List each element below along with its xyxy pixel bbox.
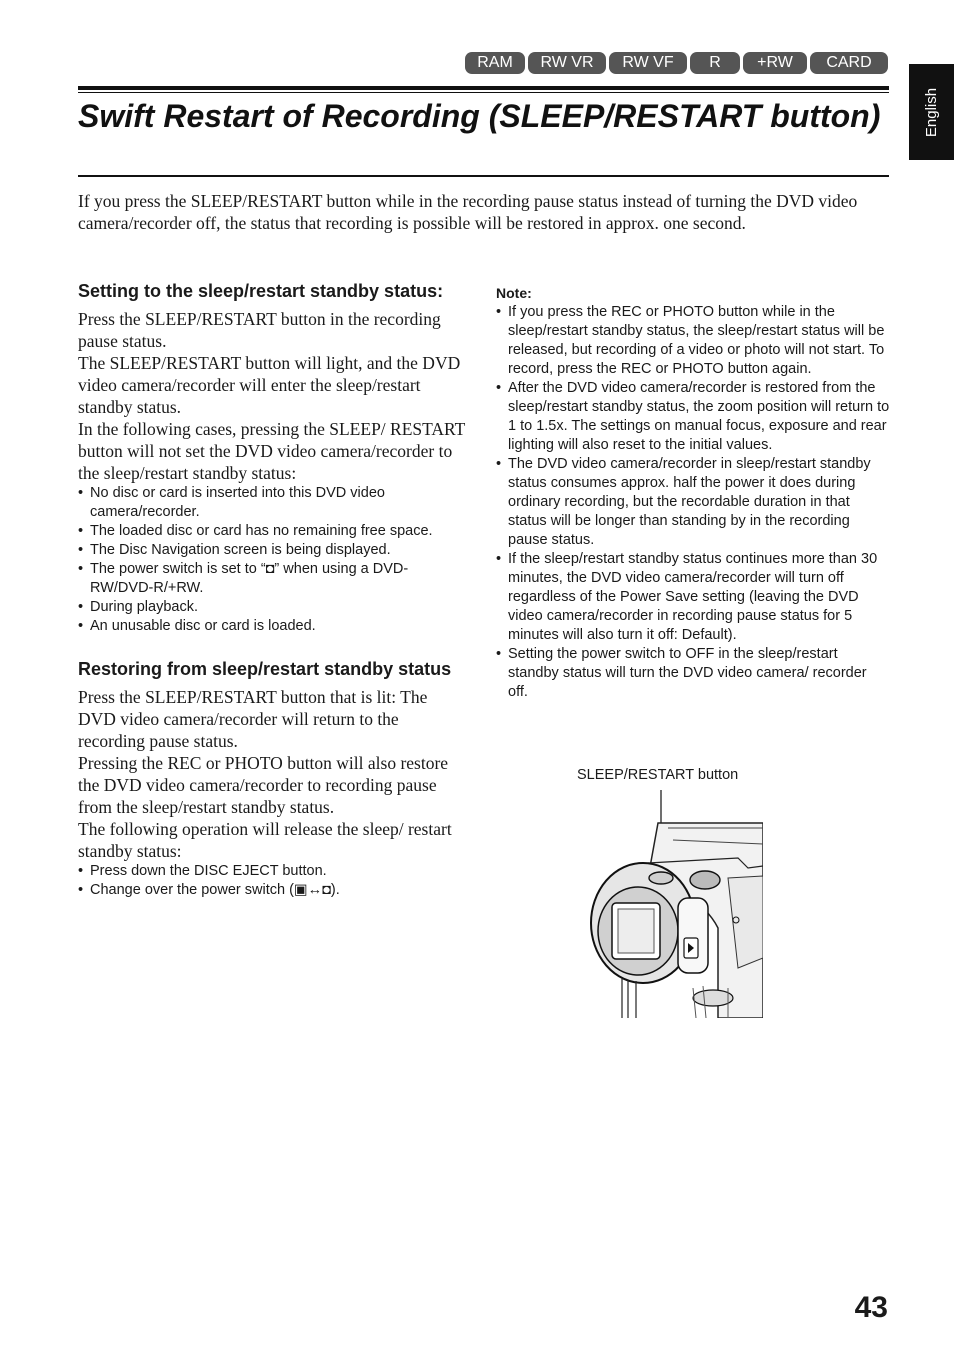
- list-item: • If the sleep/restart standby status continues more than 30 minutes, the DVD video camera/recorder will turn off regardless of the Power Save setting (leaving the DVD video camera/recorder in recording pause status for 5 minutes will also turn it off: Default).: [496, 550, 890, 645]
- left-column: [78, 280, 468, 900]
- list-item: • The Disc Navigation screen is being displayed.: [78, 541, 468, 560]
- list-item: • No disc or card is inserted into this DVD video camera/recorder.: [78, 484, 468, 522]
- list-item: • The DVD video camera/recorder in sleep/restart standby status consumes approx. half the power it does during ordinary recording, but the recordable duration in that status will be longer than standing by in the recording pause status.: [496, 455, 890, 550]
- title-rule-top-thin: [78, 92, 889, 93]
- tab-ram: RAM: [465, 52, 525, 74]
- list-item: • If you press the REC or PHOTO button while in the sleep/restart standby status, the sleep/restart status will be released, but recording of a video or photo will not start. To record, press the REC or PHOTO button again.: [496, 303, 890, 379]
- list-item: • Setting the power switch to OFF in the sleep/restart standby status will turn the DVD video camera/ recorder off.: [496, 645, 890, 702]
- tab-rw-vr: RW VR: [528, 52, 606, 74]
- list-item: • The power switch is set to “◘” when using a DVD-RW/DVD-R/+RW.: [78, 560, 468, 598]
- camcorder-illustration: [588, 788, 763, 1018]
- restoring-paragraph-1: Press the SLEEP/RESTART button that is lit: The DVD video camera/recorder will return to the recording pause status.: [78, 687, 428, 751]
- tab-card: CARD: [810, 52, 888, 74]
- figure-caption: SLEEP/RESTART button: [577, 767, 739, 783]
- setting-heading: Setting to the sleep/restart standby status:: [78, 281, 444, 301]
- restoring-bullet-list: [78, 862, 468, 900]
- page-title: Swift Restart of Recording (SLEEP/RESTART button): [78, 98, 881, 134]
- language-label: English: [923, 87, 941, 137]
- language-tab: [909, 64, 954, 160]
- list-item: • Change over the power switch (▣↔◘).: [78, 881, 468, 900]
- right-column: [496, 283, 890, 702]
- list-item: • After the DVD video camera/recorder is restored from the sleep/restart standby status, the zoom position will return to 1 to 1.5x. The settings on manual focus, exposure and rear lighting will also reset to the initial values.: [496, 379, 890, 455]
- tab-plus-rw: +RW: [743, 52, 807, 74]
- intro-paragraph: If you press the SLEEP/RESTART button while in the recording pause status instead of turning the DVD video camera/recorder off, the status that recording is possible will be restored in approx. one second.: [78, 191, 858, 233]
- sleep-restart-button-icon: [649, 872, 673, 884]
- list-item: • During playback.: [78, 598, 468, 617]
- setting-paragraph-1: Press the SLEEP/RESTART button in the recording pause status.: [78, 309, 441, 351]
- tab-r: R: [690, 52, 740, 74]
- restoring-paragraph-2: Pressing the REC or PHOTO button will also restore the DVD video camera/recorder to recording pause from the sleep/restart standby status.: [78, 753, 449, 817]
- restoring-paragraph-3: The following operation will release the sleep/ restart standby status:: [78, 819, 452, 861]
- setting-paragraph-2: The SLEEP/RESTART button will light, and the DVD video camera/recorder will enter the sleep/restart standby status.: [78, 353, 461, 417]
- setting-bullet-list: [78, 484, 468, 636]
- setting-paragraph-3: In the following cases, pressing the SLEEP/ RESTART button will not set the DVD video camera/recorder to the sleep/restart standby status:: [78, 419, 466, 483]
- list-item: • The loaded disc or card has no remaining free space.: [78, 522, 468, 541]
- restoring-heading: Restoring from sleep/restart standby status: [78, 659, 452, 679]
- tab-rw-vf: RW VF: [609, 52, 687, 74]
- list-item: • Press down the DISC EJECT button.: [78, 862, 468, 881]
- disc-type-tabs: [465, 52, 888, 74]
- list-item: • An unusable disc or card is loaded.: [78, 617, 468, 636]
- note-bullet-list: [496, 303, 890, 702]
- title-rule-bottom: [78, 175, 889, 177]
- note-title: Note:: [496, 285, 532, 301]
- page-number: 43: [854, 1291, 888, 1324]
- title-rule-top: [78, 86, 889, 90]
